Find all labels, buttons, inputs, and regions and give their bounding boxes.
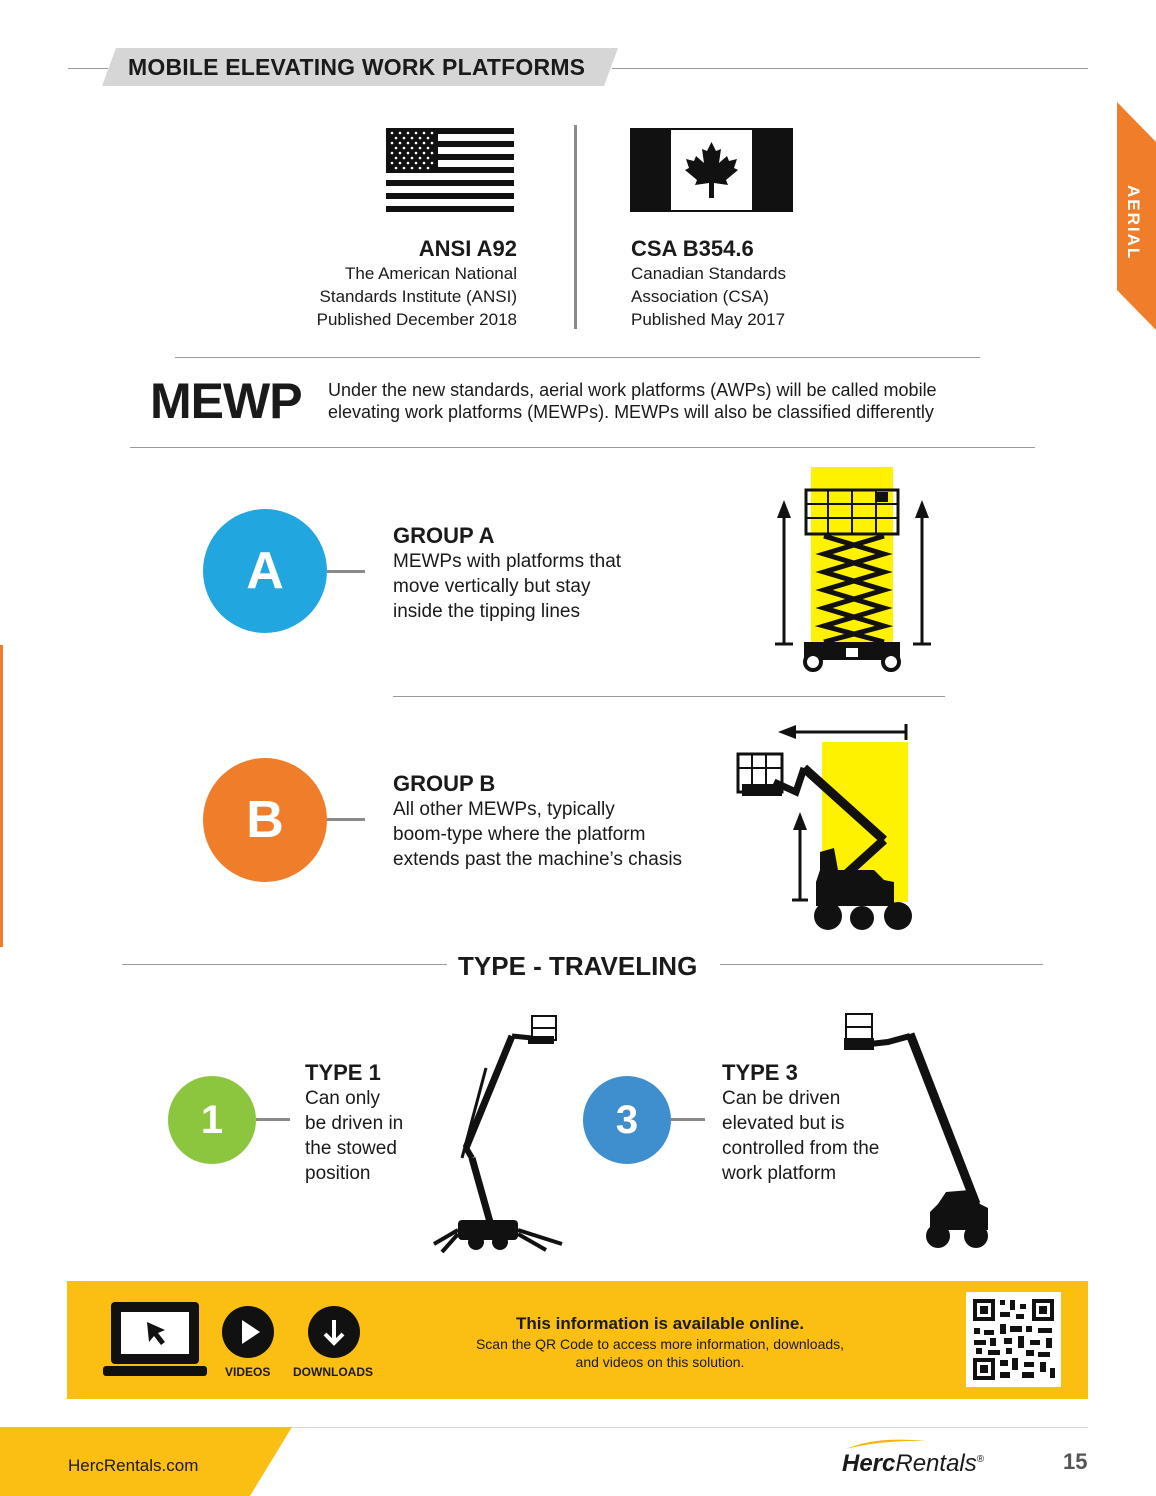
ansi-org-line2: Standards Institute (ANSI) xyxy=(319,287,517,306)
downloads-icon[interactable] xyxy=(308,1306,360,1358)
videos-label[interactable]: VIDEOS xyxy=(225,1365,271,1379)
type-1-line: position xyxy=(305,1163,371,1184)
videos-icon[interactable] xyxy=(222,1306,274,1358)
csa-code: CSA B354.6 xyxy=(631,236,754,261)
group-b-title: GROUP B xyxy=(393,771,496,796)
type-1-title: TYPE 1 xyxy=(305,1060,381,1085)
ansi-published: Published December 2018 xyxy=(316,310,517,329)
type-1-line: Can only xyxy=(305,1088,380,1109)
canada-flag-icon xyxy=(630,128,793,212)
group-b-badge: B xyxy=(203,758,327,882)
group-a-line: inside the tipping lines xyxy=(393,601,580,622)
type-3-badge: 3 xyxy=(583,1076,671,1164)
group-b-connector xyxy=(327,818,365,821)
herc-logo-swoosh-icon xyxy=(846,1438,926,1450)
type-3-line: Can be driven xyxy=(722,1088,841,1109)
banner-text xyxy=(420,1313,900,1371)
type-3-line: work platform xyxy=(722,1163,837,1184)
page-number: 15 xyxy=(1063,1449,1088,1474)
type-3-connector xyxy=(671,1118,705,1121)
type-1-connector xyxy=(256,1118,290,1121)
left-edge-bar xyxy=(0,645,3,947)
logo-herc: Herc xyxy=(842,1450,896,1477)
type-1-badge: 1 xyxy=(168,1076,256,1164)
traveling-heading: TYPE - TRAVELING xyxy=(458,951,698,981)
csa-block xyxy=(631,236,891,331)
banner-line1: Scan the QR Code to access more information, downloads, xyxy=(475,1336,845,1352)
qr-code-icon xyxy=(966,1292,1061,1387)
group-a-badge: A xyxy=(203,509,327,633)
type-3-title: TYPE 3 xyxy=(722,1060,798,1085)
mewp-line2: elevating work platforms (MEWPs). MEWPs will also be classified differently xyxy=(328,402,934,422)
mewp-description xyxy=(328,379,937,423)
group-b-line: boom-type where the platform xyxy=(393,824,646,845)
ansi-block xyxy=(280,236,517,331)
boom-lift-icon xyxy=(734,722,922,936)
ansi-org-line1: The American National xyxy=(345,264,517,283)
mewp-label: MEWP xyxy=(150,373,302,429)
group-a-line: move vertically but stay xyxy=(393,576,591,597)
spider-lift-icon xyxy=(428,1008,568,1254)
type-3-line: elevated but is xyxy=(722,1113,845,1134)
logo-rentals: Rentals xyxy=(895,1450,977,1477)
type-1-line: the stowed xyxy=(305,1138,397,1159)
type-1-text xyxy=(305,1060,403,1186)
group-a-line: MEWPs with platforms that xyxy=(393,551,622,572)
banner-headline: This information is available online. xyxy=(515,1314,805,1333)
telescopic-boom-icon xyxy=(838,1008,998,1252)
qr-code-frame[interactable] xyxy=(966,1292,1061,1387)
banner-line2: and videos on this solution. xyxy=(575,1354,745,1370)
side-tab-label: AERIAL xyxy=(1124,185,1143,261)
standards-divider xyxy=(574,125,577,329)
logo-registered: ® xyxy=(976,1454,985,1465)
group-a-title: GROUP A xyxy=(393,523,495,548)
laptop-icon[interactable] xyxy=(103,1300,207,1380)
csa-org-line1: Canadian Standards xyxy=(631,264,787,283)
group-b-line: extends past the machine’s chasis xyxy=(393,849,683,870)
herc-logo xyxy=(842,1446,984,1478)
mewp-line1: Under the new standards, aerial work platforms (AWPs) will be called mobile xyxy=(328,380,937,400)
section-title: MOBILE ELEVATING WORK PLATFORMS xyxy=(128,54,586,80)
csa-published: Published May 2017 xyxy=(631,310,786,329)
type-3-line: controlled from the xyxy=(722,1138,880,1159)
downloads-label[interactable]: DOWNLOADS xyxy=(293,1365,373,1379)
ansi-code: ANSI A92 xyxy=(418,236,517,261)
csa-org-line2: Association (CSA) xyxy=(631,287,769,306)
group-b-text xyxy=(393,771,682,872)
group-b-line: All other MEWPs, typically xyxy=(393,799,615,820)
footer-website[interactable]: HercRentals.com xyxy=(68,1456,199,1475)
group-a-connector xyxy=(327,570,365,573)
us-flag-icon xyxy=(386,128,514,212)
scissor-lift-icon xyxy=(766,466,936,672)
type-1-line: be driven in xyxy=(305,1113,404,1134)
group-a-text xyxy=(393,523,621,624)
